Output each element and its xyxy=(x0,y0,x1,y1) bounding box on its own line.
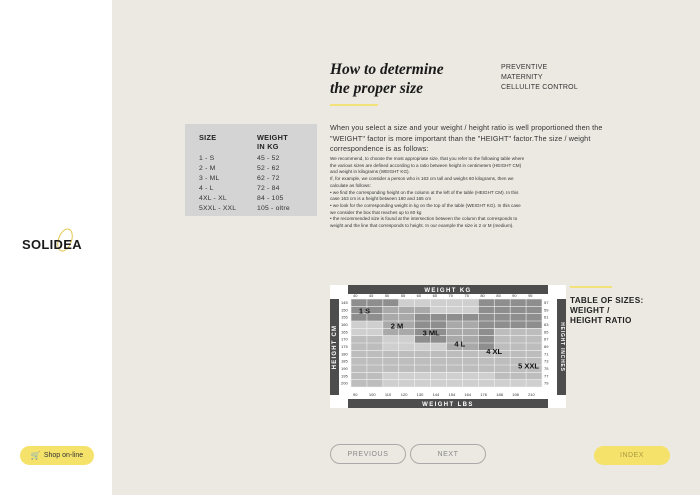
sidebar xyxy=(0,0,112,495)
weight-cell: 72 - 84 xyxy=(257,185,280,192)
weight-cell: 52 - 62 xyxy=(257,165,280,172)
right-tick-label: 69 xyxy=(544,344,549,349)
bottom-tick-label: 130 xyxy=(416,392,424,397)
right-band-label: HEIGHT INCHES xyxy=(559,322,565,372)
top-tick-label: 95 xyxy=(528,293,533,298)
right-tick-label: 57 xyxy=(544,300,549,305)
instruction-line: calculate as follows: xyxy=(330,182,371,188)
chart-title-line-2: WEIGHT / xyxy=(570,306,610,315)
previous-button[interactable]: PREVIOUS xyxy=(330,444,406,464)
left-tick-label: 145 xyxy=(341,300,348,305)
weight-cell: 84 - 105 xyxy=(257,195,284,202)
bottom-tick-label: 90 xyxy=(353,392,358,397)
top-tick-label: 45 xyxy=(368,293,374,298)
bottom-tick-label: 176 xyxy=(480,392,488,397)
left-tick-label: 190 xyxy=(341,366,348,371)
page-title xyxy=(330,60,490,98)
top-tick-label: 55 xyxy=(400,293,406,298)
size-cell: 3 - ML xyxy=(199,175,220,182)
instruction-line: • we look for the corresponding weight in kg on the top of the table (WEIGHT KG). In this case xyxy=(330,202,521,208)
left-band-label: HEIGHT CM xyxy=(332,324,338,370)
bottom-tick-label: 100 xyxy=(368,392,376,397)
left-tick-label: 200 xyxy=(341,380,348,386)
bottom-tick-label: 154 xyxy=(448,392,456,397)
next-button[interactable]: NEXT xyxy=(410,444,486,464)
bottom-band-label: WEIGHT LBS xyxy=(422,402,474,408)
top-tick-label: 50 xyxy=(384,293,390,298)
weight-cell: 45 - 52 xyxy=(257,155,280,162)
size-zone-label: 2 M xyxy=(390,321,404,331)
right-tick-label: 63 xyxy=(544,322,549,327)
right-tick-label: 79 xyxy=(544,380,549,386)
right-tick-label: 75 xyxy=(544,366,549,371)
cart-icon: 🛒 xyxy=(30,451,41,460)
size-zone-label: 5 XXL xyxy=(518,361,539,371)
instruction-line: we consider the box that reaches up to 60 kg xyxy=(330,209,422,215)
left-tick-label: 175 xyxy=(341,344,348,349)
size-zone-label: 4 L xyxy=(454,339,466,349)
bottom-tick-label: 188 xyxy=(496,392,503,397)
top-tick-label: 85 xyxy=(496,293,501,298)
shop-online-label: Shop on-line xyxy=(43,452,84,459)
size-zone-label: 4 XL xyxy=(486,347,503,356)
chart-title-line-3: HEIGHT RATIO xyxy=(570,316,632,325)
left-tick-label: 170 xyxy=(341,336,348,342)
size-cell: 2 - M xyxy=(199,165,216,172)
page-title-line-2: the proper size xyxy=(330,80,423,97)
top-band-label: WEIGHT KG xyxy=(424,288,472,294)
top-tick-label: 75 xyxy=(464,293,469,298)
instructions-text xyxy=(330,156,598,230)
index-button[interactable]: INDEX xyxy=(594,446,670,465)
size-cell: 4 - L xyxy=(199,185,214,192)
size-zone-label: 3 ML xyxy=(422,328,440,338)
instruction-line: weight and the line that corresponds to height. In our example the size is 2 or M (medium). xyxy=(330,223,514,229)
left-tick-label: 165 xyxy=(341,329,348,335)
left-tick-label: 150 xyxy=(341,307,348,313)
size-cell: 5XXL - XXL xyxy=(199,205,237,212)
size-header: SIZE xyxy=(199,133,217,142)
right-tick-label: 59 xyxy=(544,307,549,313)
chart-title-underline xyxy=(570,286,612,288)
top-tick-label: 40 xyxy=(353,293,358,298)
bottom-tick-label: 120 xyxy=(400,392,408,397)
left-tick-label: 155 xyxy=(341,314,348,320)
instruction-line: the various sizes are defined according to a ratio between height in centimeters (HEIGHT CM) xyxy=(330,162,522,168)
instruction-line: • the recommended size is found at the intersection between the column that corresponds to xyxy=(330,216,518,222)
right-tick-label: 61 xyxy=(544,314,549,320)
size-cell: 4XL - XL xyxy=(199,195,227,202)
top-tick-label: 65 xyxy=(432,293,438,298)
instruction-line: If, for example, we consider a person who is 163 cm tall and weighs 60 kilograms, then we xyxy=(330,176,514,182)
category-preventive: PREVENTIVE xyxy=(501,64,548,71)
size-chart xyxy=(330,285,566,408)
top-tick-label: 90 xyxy=(512,293,517,298)
page-title-line-1: How to determine xyxy=(330,61,444,78)
top-tick-label: 80 xyxy=(480,293,485,298)
shop-online-button[interactable] xyxy=(20,446,94,465)
category-maternity: MATERNITY xyxy=(501,74,543,81)
size-zone-label: 1 S xyxy=(358,306,371,316)
intro-text: When you select a size and your weight / height ratio is well proportioned then the "WEIGHT" factor is more important than the "HEIGHT" factor.The size / weight correspondence is as follows: xyxy=(330,123,603,153)
left-tick-label: 195 xyxy=(341,373,348,379)
right-tick-label: 71 xyxy=(544,351,549,357)
category-cellulite: CELLULITE CONTROL xyxy=(501,84,578,91)
right-tick-label: 65 xyxy=(544,329,549,335)
size-chart-svg xyxy=(330,285,566,408)
top-tick-label: 60 xyxy=(416,293,422,298)
chart-title-line-1: TABLE OF SIZES: xyxy=(570,296,644,305)
instruction-line: We recommend, to choose the most appropriate size, that you refer to the following table where xyxy=(330,156,525,161)
right-tick-label: 73 xyxy=(544,358,549,364)
size-cell: 1 - S xyxy=(199,155,215,162)
bottom-tick-label: 110 xyxy=(384,392,392,397)
left-tick-label: 185 xyxy=(341,358,348,364)
size-weight-table xyxy=(185,124,317,216)
bottom-tick-label: 144 xyxy=(432,392,440,397)
instruction-line: and weight in kilograms (WEIGHT KG). xyxy=(330,169,410,175)
weight-cell: 62 - 72 xyxy=(257,175,280,182)
instruction-line: case 163 cm is a height between 160 and 165 cm xyxy=(330,196,432,202)
weight-header: WEIGHT IN KG xyxy=(257,133,288,151)
weight-cell: 105 - oltre xyxy=(257,205,290,212)
left-tick-label: 180 xyxy=(341,351,348,357)
category-list xyxy=(501,63,578,93)
size-zone xyxy=(383,350,494,372)
bottom-tick-label: 210 xyxy=(528,392,535,397)
instruction-line: • we find the corresponding height on the column at the left of the table (HEIGHT CM). In this xyxy=(330,189,519,195)
right-tick-label: 67 xyxy=(544,336,549,342)
top-tick-label: 70 xyxy=(448,293,453,298)
title-underline xyxy=(330,104,378,106)
bottom-tick-label: 164 xyxy=(464,392,472,397)
right-tick-label: 77 xyxy=(544,373,549,379)
brand-logo[interactable]: SOLIDEA xyxy=(22,237,82,252)
chart-title xyxy=(570,296,644,326)
left-tick-label: 160 xyxy=(341,322,348,327)
bottom-tick-label: 198 xyxy=(512,392,519,397)
